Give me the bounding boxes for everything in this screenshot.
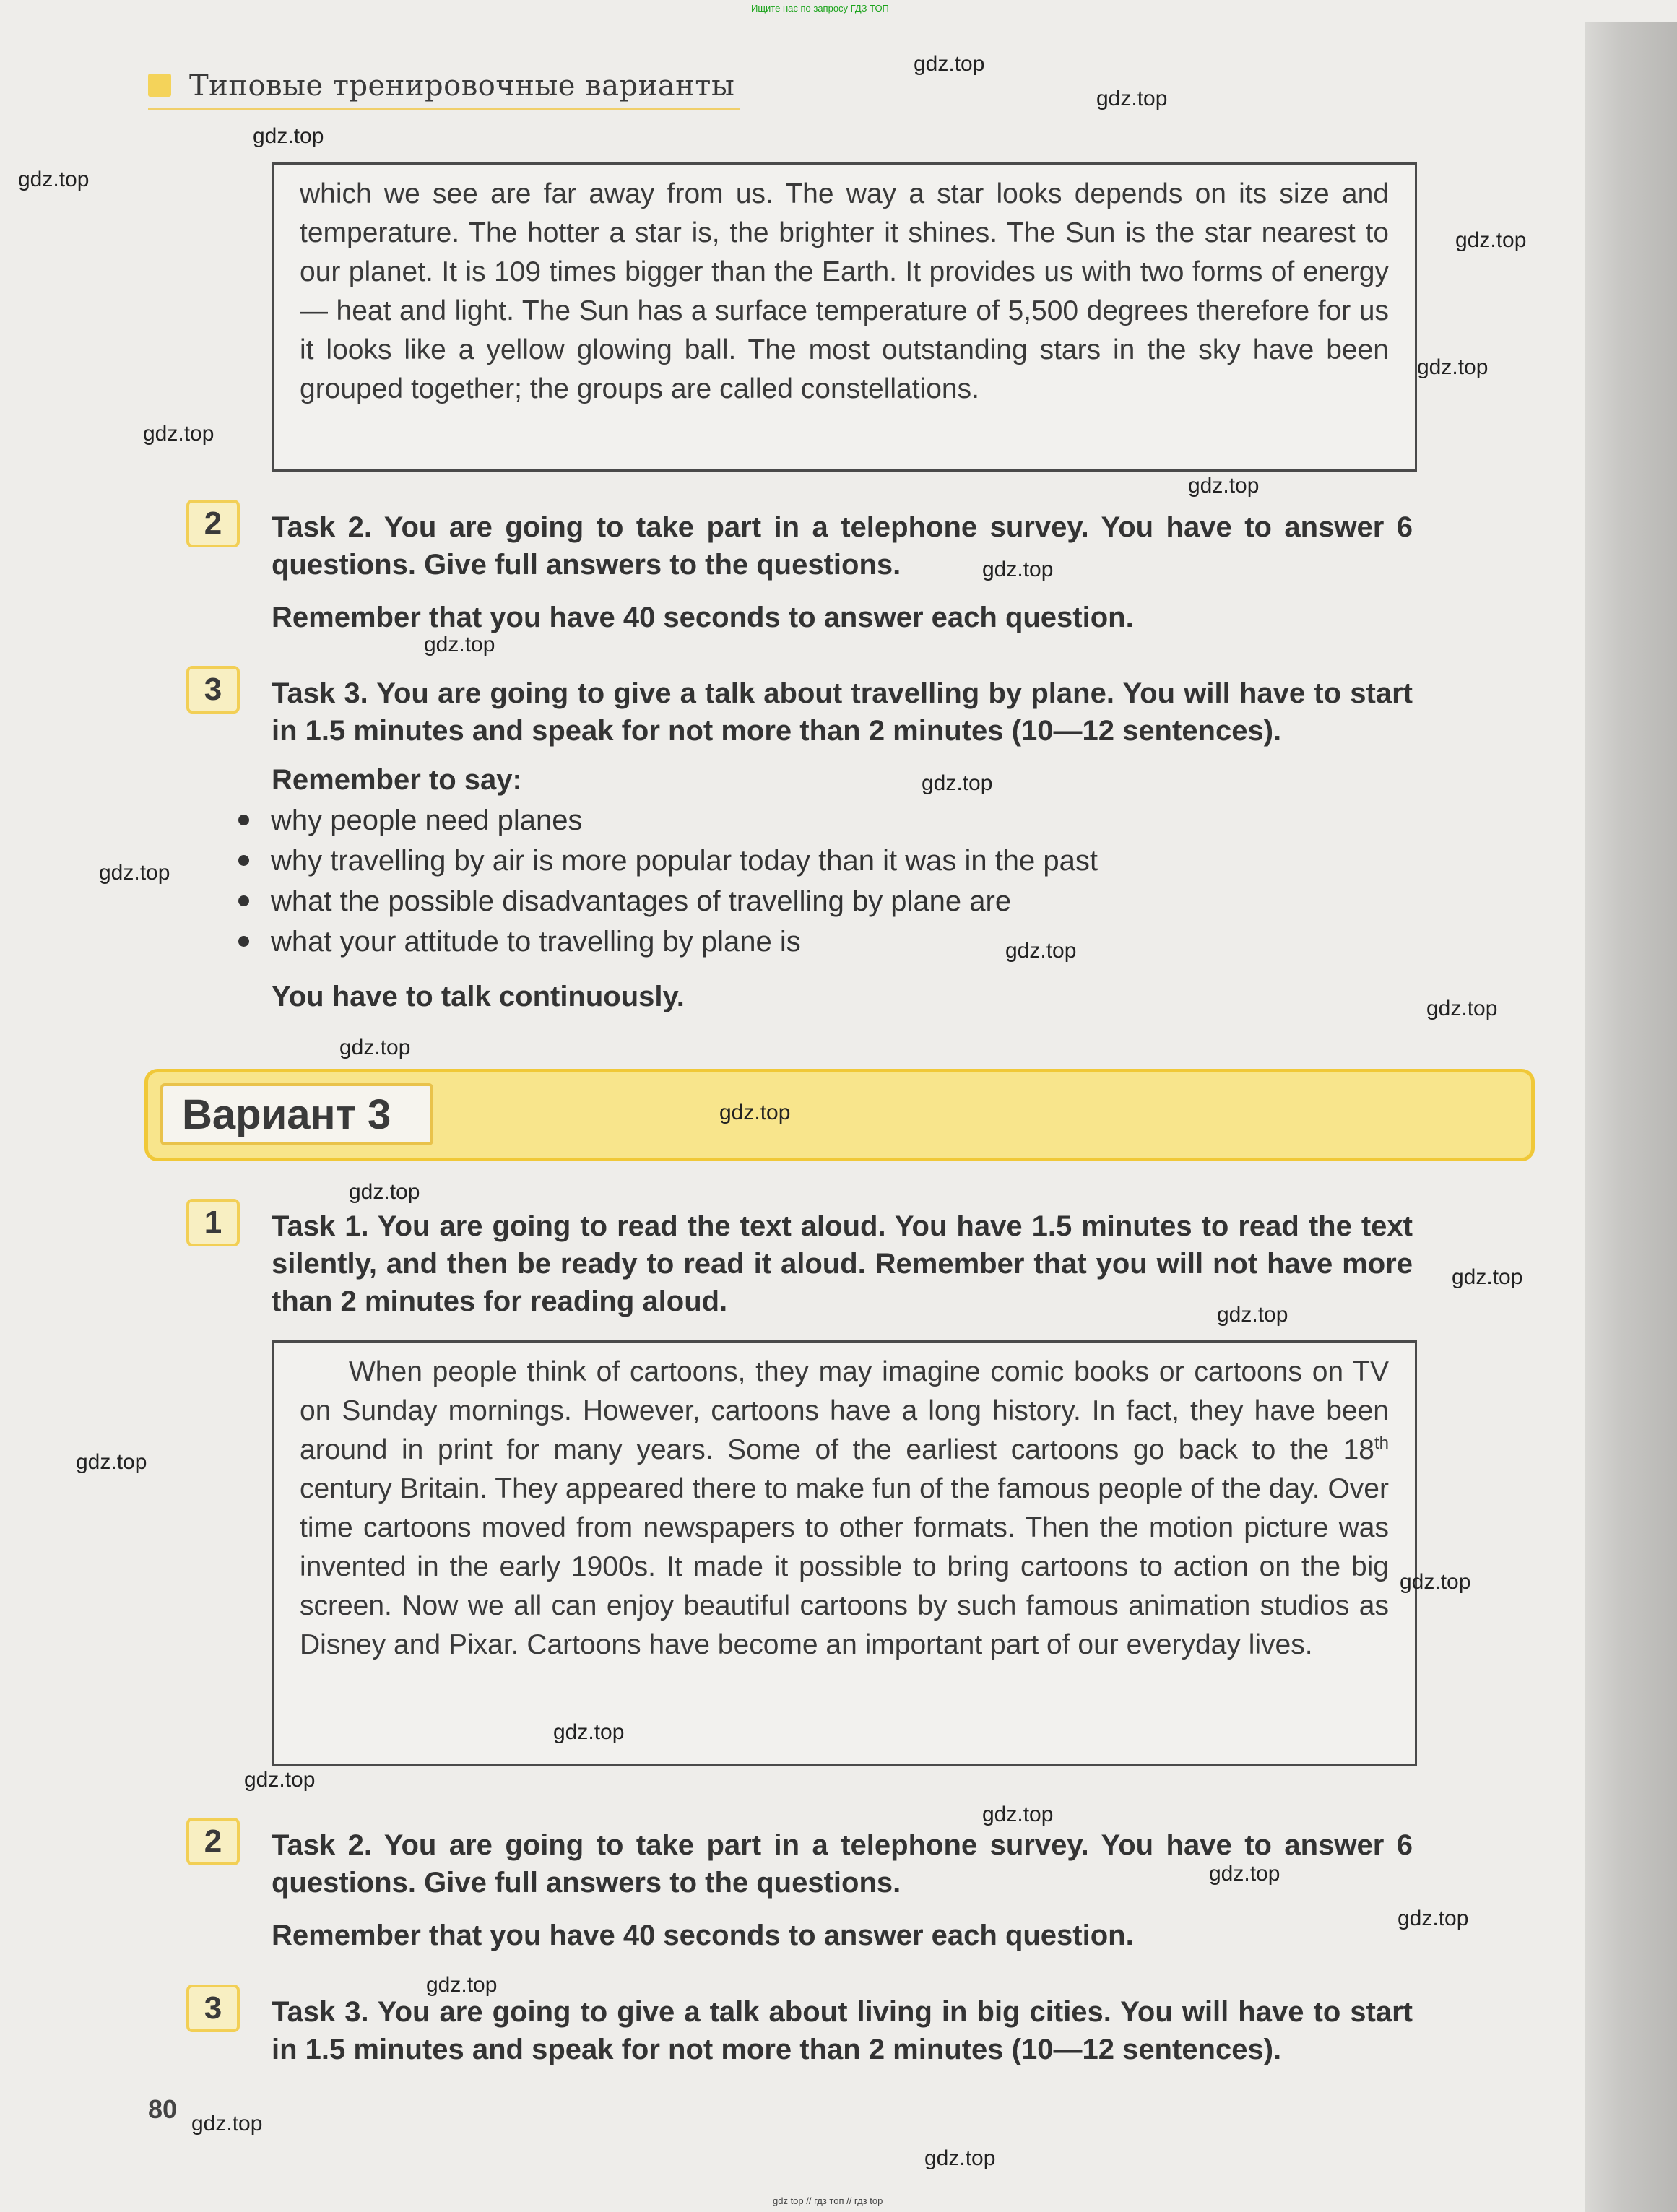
task2-remember: Remember that you have 40 seconds to answer each question.: [272, 602, 1134, 633]
watermark: gdz.top: [1400, 1570, 1471, 1594]
watermark: gdz.top: [553, 1720, 625, 1744]
task2-instructions: Task 2. You are going to take part in a telephone survey. You have to answer 6 questions. Give full answers to the questions.: [272, 511, 1413, 581]
watermark: gdz.top: [253, 124, 324, 148]
watermark: gdz.top: [424, 633, 495, 656]
watermark: gdz.top: [349, 1180, 420, 1204]
bullet-dot: [238, 936, 249, 947]
watermark: gdz.top: [1455, 228, 1527, 252]
watermark: gdz.top: [99, 861, 170, 885]
top-banner: Ищите нас по запросу ГДЗ ТОП: [751, 3, 889, 14]
watermark: gdz.top: [719, 1101, 791, 1124]
variant-title: Вариант 3: [160, 1083, 433, 1145]
passage-stars-text: which we see are far away from us. The way a star looks depends on its size and temperature. The hotter a star is, the brighter it shines. The Sun is the star nearest to our planet. It is 109 times bigger than the Earth. It provides us with two forms of energy — heat and light. The Sun has a surface temperature of 5,500 degrees therefore for us it looks like a yellow glowing ball. The most outstanding stars in the sky have been grouped together; the groups are called constellations.: [300, 178, 1389, 404]
section-header-title: Типовые тренировочные варианты: [189, 69, 735, 103]
page-fold-shadow: [1585, 22, 1677, 2212]
bullet-dot: [238, 815, 249, 825]
passage-cartoons-text: [300, 1353, 1389, 1665]
bullet-dot: [238, 895, 249, 906]
task2-instructions: Task 2. You are going to take part in a telephone survey. You have to answer 6 questions. Give full answers to the questions.: [272, 1829, 1413, 1899]
watermark: gdz.top: [1209, 1862, 1280, 1886]
watermark: gdz.top: [914, 52, 985, 76]
watermark: gdz.top: [982, 558, 1054, 581]
superscript-th: th: [1374, 1434, 1389, 1453]
bullet-item: [238, 804, 582, 837]
task3-closing: You have to talk continuously.: [272, 981, 685, 1012]
header-underline: [148, 108, 740, 110]
task-number-badge: 2: [186, 500, 240, 547]
watermark: gdz.top: [18, 168, 90, 191]
passage-box-cartoons: [272, 1340, 1417, 1766]
passage-box-stars: [272, 162, 1417, 472]
task2-remember: Remember that you have 40 seconds to answer each question.: [272, 1920, 1134, 1951]
watermark: gdz.top: [244, 1768, 316, 1792]
bullet-text: why people need planes: [271, 804, 583, 836]
watermark: gdz.top: [1452, 1265, 1523, 1289]
task3-instructions: Task 3. You are going to give a talk about living in big cities. You will have to start in 1.5 minutes and speak for not more than 2 minutes (10—12 sentences).: [272, 1996, 1413, 2065]
bullet-text: what your attitude to travelling by plane is: [271, 926, 801, 958]
watermark: gdz.top: [1417, 355, 1488, 379]
watermark: gdz.top: [1188, 474, 1260, 498]
task-number-badge: 2: [186, 1818, 240, 1865]
page-number: 80: [148, 2094, 178, 2124]
watermark: gdz.top: [1005, 939, 1077, 963]
task-number-badge: 3: [186, 666, 240, 714]
passage-part-2: century Britain. They appeared there to make fun of the famous people of the day. Over time cartoons moved from newspapers to other formats. Then the motion picture was invented in the early 1900s. It made it possible to bring cartoons to action on the big screen. Now we all can enjoy beautiful cartoons by such famous animation studios as Disney and Pixar. Cartoons have become an important part of our everyday lives.: [300, 1473, 1389, 1660]
header-marker: [148, 74, 171, 97]
bullet-item: [238, 926, 801, 958]
watermark: gdz.top: [1426, 997, 1498, 1020]
watermark: gdz.top: [339, 1036, 411, 1059]
task3-instructions: Task 3. You are going to give a talk about travelling by plane. You will have to start in 1.5 minutes and speak for not more than 2 minutes (10—12 sentences).: [272, 677, 1413, 747]
watermark: gdz.top: [924, 2146, 996, 2170]
bullet-item: [238, 845, 1098, 877]
bullet-text: what the possible disadvantages of travelling by plane are: [271, 885, 1012, 917]
task1-instructions: Task 1. You are going to read the text aloud. You have 1.5 minutes to read the text silently, and then be ready to read it aloud. Remember that you will not have more than 2 minutes for reading aloud.: [272, 1210, 1413, 1317]
watermark: gdz.top: [1398, 1907, 1469, 1930]
bullet-item: [238, 885, 1011, 918]
watermark: gdz.top: [76, 1450, 147, 1474]
bullet-text: why travelling by air is more popular today than it was in the past: [271, 845, 1098, 877]
watermark: gdz.top: [922, 771, 993, 795]
passage-part-1: When people think of cartoons, they may imagine comic books or cartoons on TV on Sunday mornings. However, cartoons have a long history. In fact, they have been around in print for many years. Some of the earliest cartoons go back to the 18: [300, 1356, 1389, 1465]
watermark: gdz.top: [982, 1803, 1054, 1826]
watermark: gdz.top: [191, 2112, 263, 2135]
watermark: gdz.top: [1096, 87, 1168, 110]
watermark: gdz.top: [426, 1973, 498, 1997]
task-number-badge: 3: [186, 1985, 240, 2032]
bottom-banner: gdz top // гдз топ // гдз top: [773, 2195, 883, 2206]
task-number-badge: 1: [186, 1199, 240, 1246]
watermark: gdz.top: [143, 422, 214, 446]
bullet-dot: [238, 855, 249, 866]
watermark: gdz.top: [1217, 1303, 1288, 1327]
task3-remember-to-say: Remember to say:: [272, 764, 522, 796]
